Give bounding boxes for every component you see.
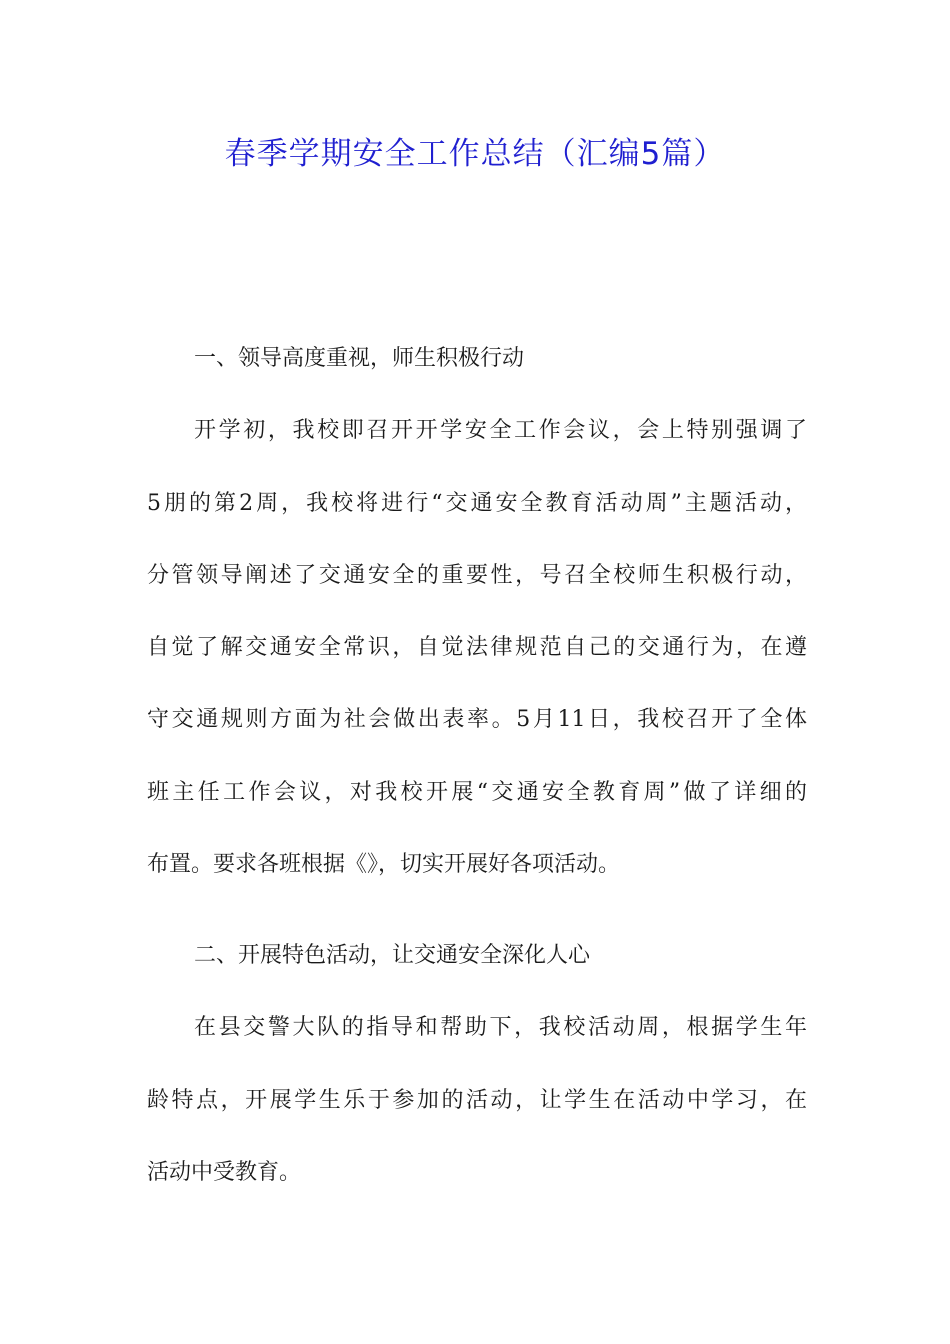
section-1	[147, 323, 807, 901]
paragraph-line: 开学初，我校即召开开学安全工作会议，会上特别强调了	[194, 418, 807, 444]
section-heading: 二、开展特色活动，让交通安全深化人心	[194, 943, 591, 968]
section-2	[147, 920, 807, 1209]
section-heading: 一、领导高度重视，师生积极行动	[194, 346, 525, 371]
document-title: 春季学期安全工作总结（汇编5篇）	[224, 136, 726, 172]
paragraph-line: 活动中受教育。	[147, 1159, 302, 1185]
paragraph-line: 分管领导阐述了交通安全的重要性，号召全校师生积极行动，	[147, 562, 807, 588]
paragraph-line: 守交通规则方面为社会做出表率。5月11日，我校召开了全体	[147, 707, 807, 733]
paragraph-line: 自觉了解交通安全常识，自觉法律规范自己的交通行为，在遵	[147, 635, 807, 661]
paragraph-line: 在县交警大队的指导和帮助下，我校活动周，根据学生年	[194, 1015, 807, 1041]
paragraph-line: 布置。要求各班根据《》，切实开展好各项活动。	[147, 852, 621, 878]
paragraph-line: 5朋的第2周，我校将进行“交通安全教育活动周”主题活动，	[147, 490, 807, 516]
paragraph-line: 龄特点，开展学生乐于参加的活动，让学生在活动中学习，在	[147, 1087, 807, 1113]
paragraph-line: 班主任工作会议，对我校开展“交通安全教育周”做了详细的	[147, 779, 807, 805]
